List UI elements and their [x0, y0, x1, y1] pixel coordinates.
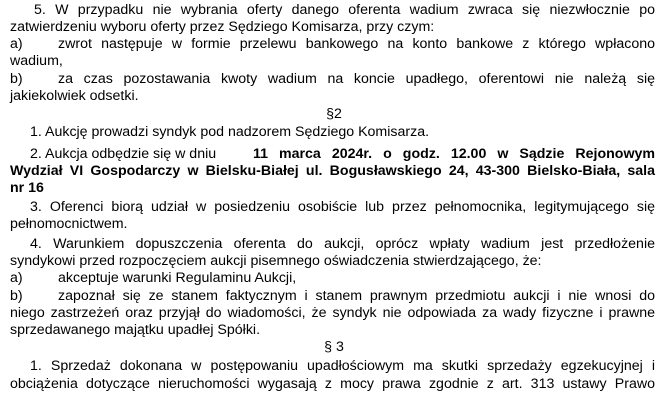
paragraph-line: 3. Oferenci biorą udział w posiedzeniu osobiście lub przez pełnomocnika, legitymującego się [30, 199, 655, 215]
text-line: zwrot następuje w formie przelewu bankowego na konto bankowe z którego wpłacono [58, 36, 655, 52]
paragraph-line: 4. Warunkiem dopuszczenia oferenta do aukcji, oprócz wpłaty wadium jest przedłożenie [30, 236, 655, 252]
text-line: sprzedawanego majątku upadłej Spółki. [10, 322, 261, 338]
paragraph-line: pełnomocnictwem. [10, 216, 128, 232]
paragraph-line: obciążenia dotyczące nieruchomości wygasają z mocy prawa zgodnie z art. 313 ustawy Prawo [10, 376, 655, 392]
text-line: zatwierdzeniu wyboru oferty przez Sędziego Komisarza, przy czym: [10, 19, 435, 35]
paragraph-line: syndykowi przed rozpoczęciem aukcji pisemnego oświadczenia stwierdzającego, że: [10, 253, 542, 269]
paragraph-line-bold: 11 marca 2024r. o godz. 12.00 w Sądzie Rejonowym [253, 146, 655, 162]
text-line: jakiekolwiek odsetki. [10, 88, 139, 104]
paragraph-line: 2. Aukcja odbędzie się w dniu [30, 146, 217, 162]
list-marker: b) [10, 288, 23, 304]
text-line: akceptuje warunki Regulaminu Aukcji, [58, 270, 297, 286]
text-line: zapoznał się ze stanem faktycznym i stanem prawnym przedmiotu aukcji i nie wnosi do [58, 288, 655, 304]
list-marker: b) [10, 71, 23, 87]
text-line: wadium, [10, 53, 63, 69]
paragraph-line: 1. Sprzedaż dokonana w postępowaniu upadłościowym ma skutki sprzedaży egzekucyjnej i [30, 358, 655, 374]
text-line: niego zastrzeżeń oraz przyjął do wiadomości, że syndyk nie odpowiada za wady fizyczne i prawne [10, 305, 655, 321]
list-marker: a) [10, 36, 23, 52]
paragraph-line-bold: nr 16 [10, 180, 44, 196]
text-line: 5. W przypadku nie wybrania oferty danego oferenta wadium zwraca się niezwłocznie po [34, 2, 655, 18]
list-marker: a) [10, 270, 23, 286]
section-heading: §2 [326, 106, 342, 122]
paragraph-line-bold: Wydział VI Gospodarczy w Bielsku-Białej ul. Bogusławskiego 24, 43-300 Bielsko-Biała, sala [10, 163, 655, 179]
paragraph-line: 1. Aukcję prowadzi syndyk pod nadzorem Sędziego Komisarza. [30, 124, 430, 140]
section-heading: § 3 [324, 339, 344, 355]
text-line: za czas pozostawania kwoty wadium na koncie upadłego, oferentowi nie należą się [58, 71, 655, 87]
